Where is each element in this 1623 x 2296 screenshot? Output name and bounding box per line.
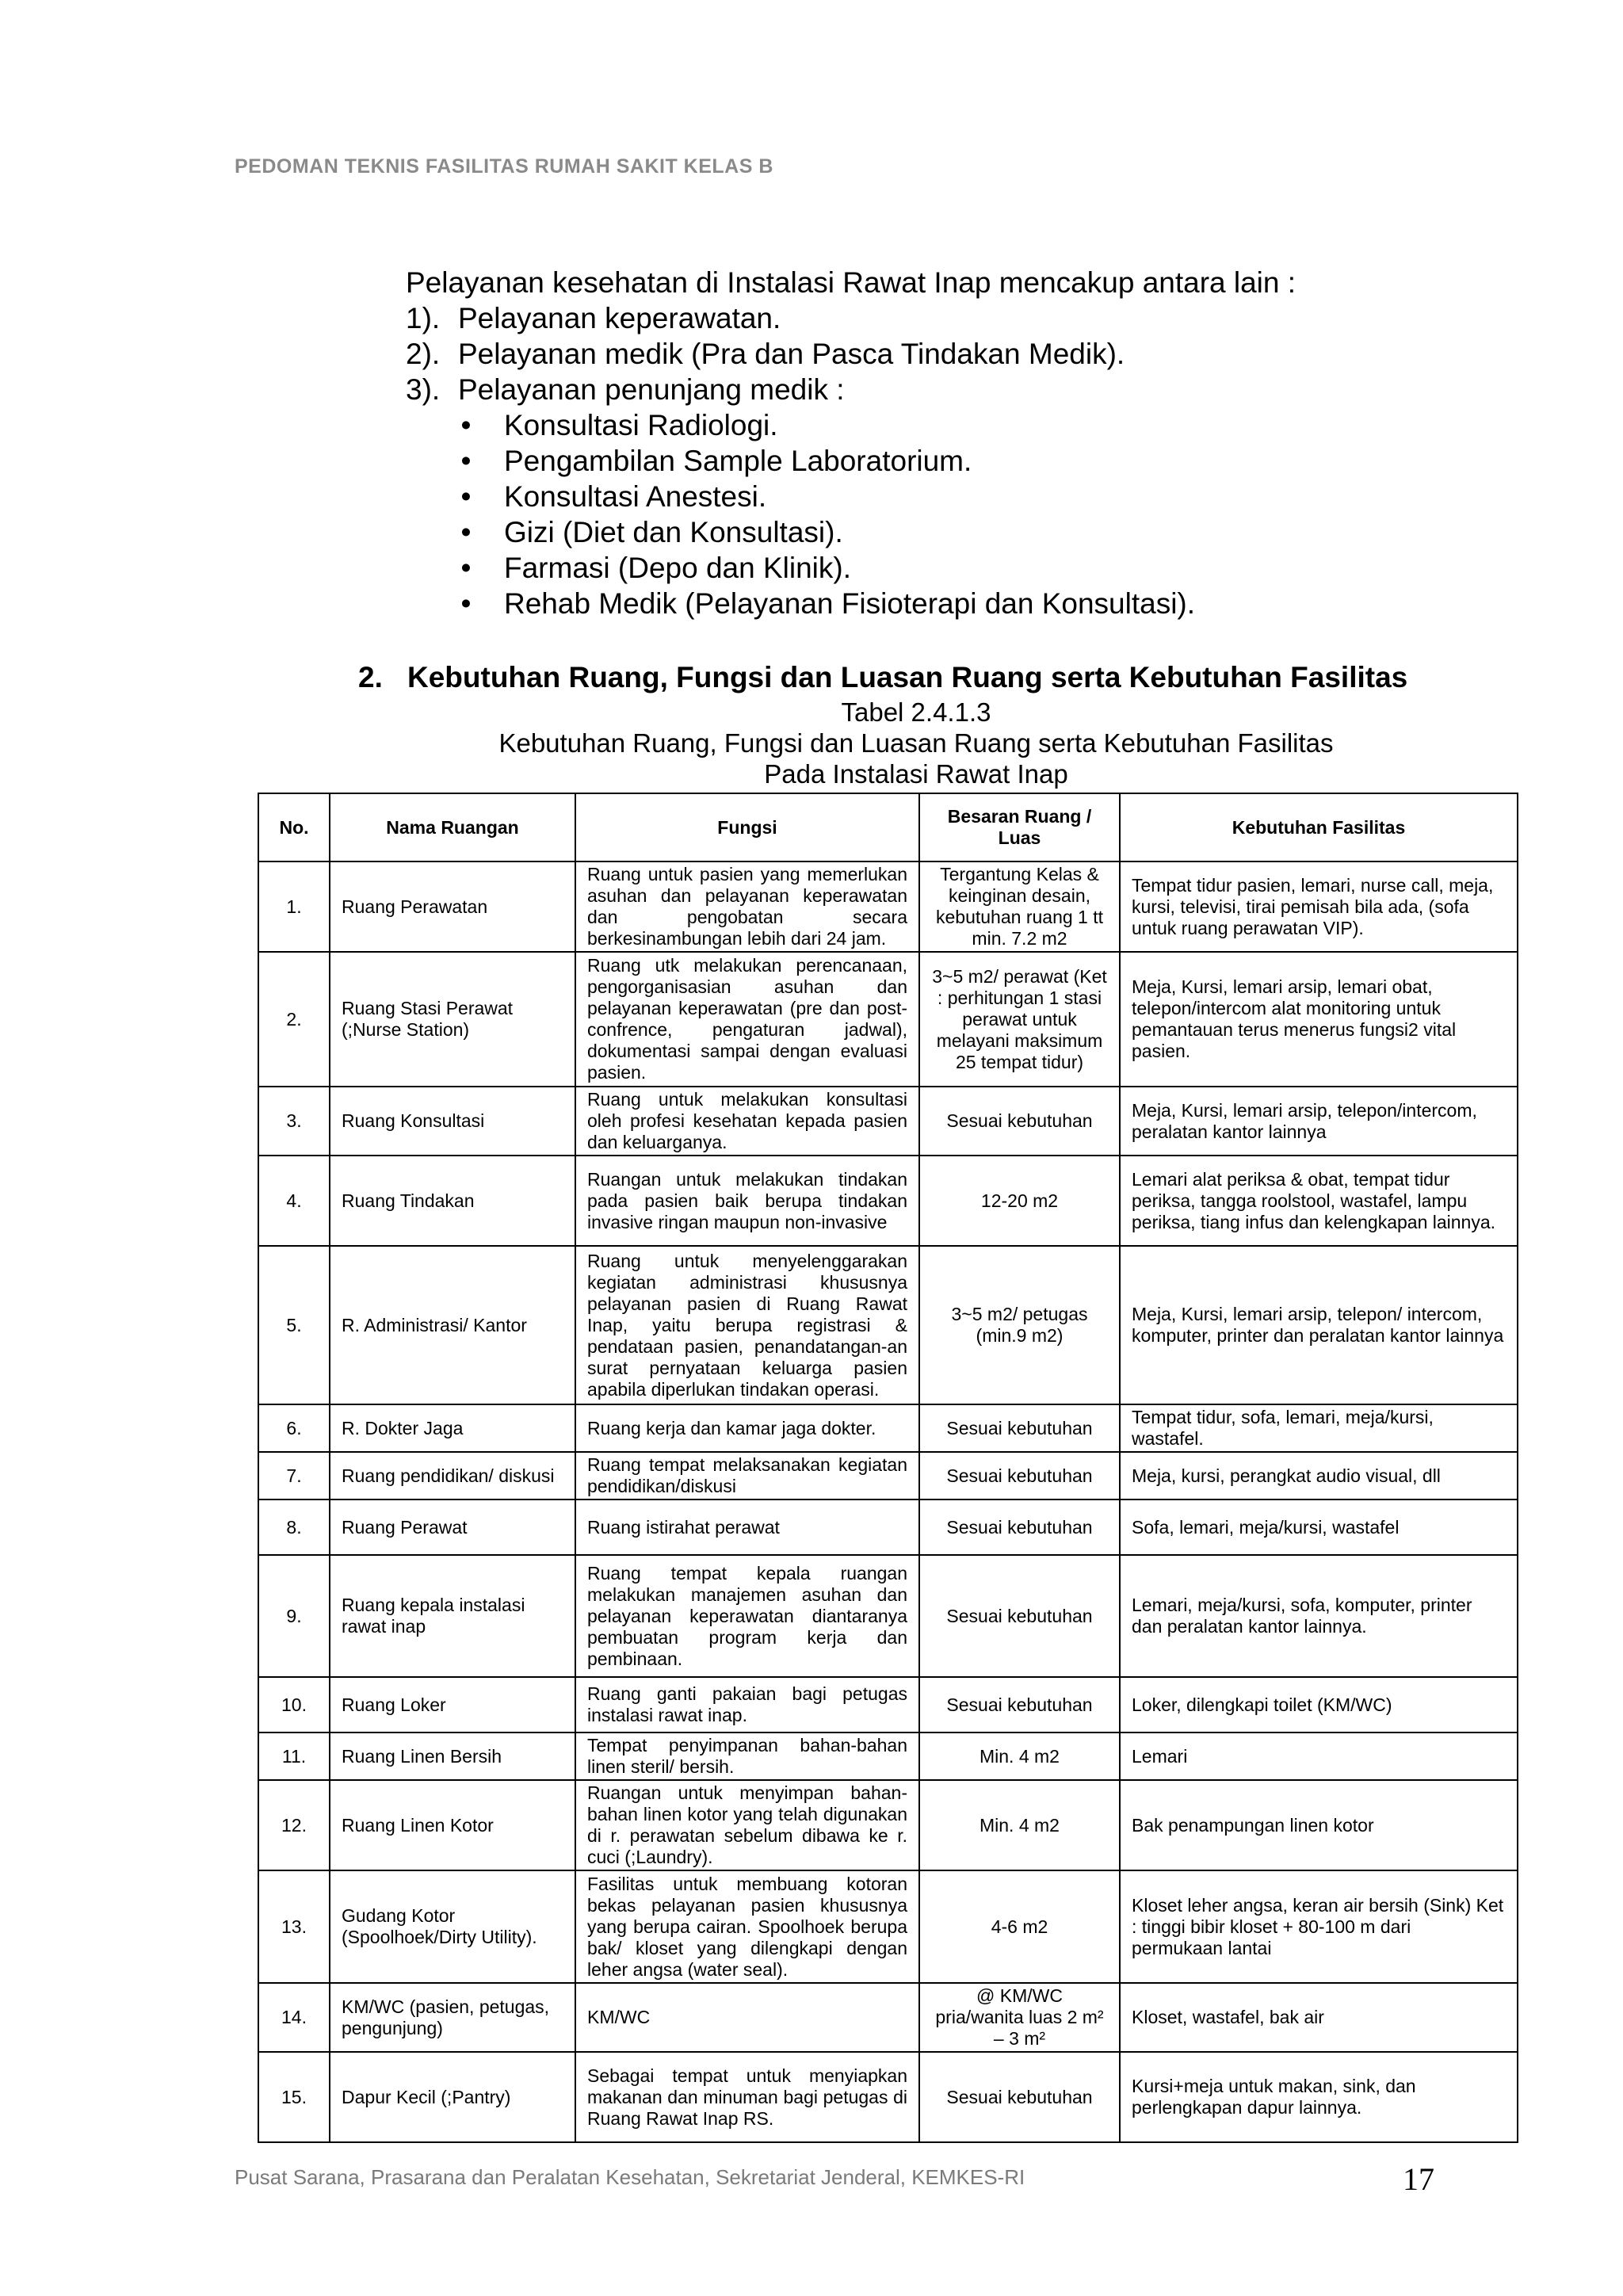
cell-kebutuhan-fasilitas: Tempat tidur pasien, lemari, nurse call, meja, kursi, televisi, tirai pemisah bila ada, (sofa untuk ruang perawatan VIP). (1120, 861, 1518, 952)
table-row (258, 1733, 1518, 1780)
bullet-icon: • (460, 552, 472, 584)
bullet-text: Pengambilan Sample Laboratorium. (504, 445, 972, 477)
table-row (258, 1780, 1518, 1870)
table-row (258, 1452, 1518, 1499)
bullet-icon: • (460, 480, 472, 513)
cell-besaran-ruang: 3~5 m2/ petugas (min.9 m2) (919, 1246, 1120, 1404)
cell-fungsi: Tempat penyimpanan bahan-bahan linen steril/ bersih. (575, 1733, 919, 1780)
item-text: Pelayanan penunjang medik : (458, 373, 845, 406)
cell-no: 8. (258, 1499, 330, 1555)
table-row (258, 1087, 1518, 1156)
cell-no: 6. (258, 1404, 330, 1452)
item-number: 1). (406, 302, 441, 334)
item-text: Pelayanan medik (Pra dan Pasca Tindakan Medik). (458, 338, 1125, 370)
header-fungsi: Fungsi (575, 793, 919, 861)
table-id-caption: Tabel 2.4.1.3 (841, 697, 991, 727)
bullet-text: Konsultasi Radiologi. (504, 409, 778, 441)
table-row (258, 1983, 1518, 2052)
cell-nama-ruangan: Dapur Kecil (;Pantry) (330, 2052, 575, 2142)
cell-kebutuhan-fasilitas: Meja, Kursi, lemari arsip, telepon/ intercom, komputer, printer dan peralatan kantor lainnya (1120, 1246, 1518, 1404)
cell-no: 2. (258, 952, 330, 1087)
cell-no: 5. (258, 1246, 330, 1404)
cell-nama-ruangan: Ruang Konsultasi (330, 1087, 575, 1156)
cell-fungsi: Ruang untuk melakukan konsultasi oleh profesi kesehatan kepada pasien dan keluarganya. (575, 1087, 919, 1156)
cell-no: 1. (258, 861, 330, 952)
bullet-item (406, 586, 1296, 621)
header-kebutuhan-fasilitas: Kebutuhan Fasilitas (1120, 793, 1518, 861)
bullet-text: Farmasi (Depo dan Klinik). (504, 552, 851, 584)
cell-besaran-ruang: Sesuai kebutuhan (919, 1404, 1120, 1452)
cell-nama-ruangan: Ruang Loker (330, 1677, 575, 1733)
cell-nama-ruangan: R. Administrasi/ Kantor (330, 1246, 575, 1404)
cell-fungsi: Ruang untuk pasien yang memerlukan asuhan dan pelayanan keperawatan dan pengobatan secara berkesinambungan lebih dari 24 jam. (575, 861, 919, 952)
cell-fungsi: Ruang untuk menyelenggarakan kegiatan administrasi khususnya pelayanan pasien di Ruang Rawat Inap, yaitu berupa registrasi & pendataan pasien, penandatangan-an surat pernyataan keluarga pasien apabila diperlukan tindakan operasi. (575, 1246, 919, 1404)
section-heading (358, 661, 1407, 694)
cell-fungsi: Ruang kerja dan kamar jaga dokter. (575, 1404, 919, 1452)
cell-kebutuhan-fasilitas: Lemari alat periksa & obat, tempat tidur periksa, tangga roolstool, wastafel, lampu periksa, tiang infus dan kelengkapan lainnya. (1120, 1156, 1518, 1246)
table-caption-line2: Pada Instalasi Rawat Inap (764, 759, 1068, 789)
page-footer: Pusat Sarana, Prasarana dan Peralatan Kesehatan, Sekretariat Jenderal, KEMKES-RI (235, 2165, 1025, 2189)
bullet-icon: • (460, 445, 472, 477)
cell-besaran-ruang: Sesuai kebutuhan (919, 2052, 1120, 2142)
bullet-icon: • (460, 587, 472, 620)
bullet-icon: • (460, 516, 472, 548)
bullet-text: Gizi (Diet dan Konsultasi). (504, 516, 843, 548)
cell-besaran-ruang: Sesuai kebutuhan (919, 1452, 1120, 1499)
cell-no: 14. (258, 1983, 330, 2052)
cell-besaran-ruang: Sesuai kebutuhan (919, 1555, 1120, 1677)
bullet-item (406, 514, 1296, 550)
table-row (258, 2052, 1518, 2142)
cell-nama-ruangan: Ruang Linen Kotor (330, 1780, 575, 1870)
cell-fungsi: Ruangan untuk melakukan tindakan pada pasien baik berupa tindakan invasive ringan maupun non-invasive (575, 1156, 919, 1246)
cell-besaran-ruang: Sesuai kebutuhan (919, 1499, 1120, 1555)
cell-nama-ruangan: Ruang pendidikan/ diskusi (330, 1452, 575, 1499)
intro-block (406, 265, 1296, 621)
header-besaran-ruang: Besaran Ruang / Luas (919, 793, 1120, 861)
cell-kebutuhan-fasilitas: Sofa, lemari, meja/kursi, wastafel (1120, 1499, 1518, 1555)
cell-nama-ruangan: R. Dokter Jaga (330, 1404, 575, 1452)
table-row (258, 1404, 1518, 1452)
item-text: Pelayanan keperawatan. (458, 302, 781, 334)
bullet-item (406, 443, 1296, 479)
table-row (258, 1499, 1518, 1555)
cell-besaran-ruang: @ KM/WC pria/wanita luas 2 m² – 3 m² (919, 1983, 1120, 2052)
cell-fungsi: Sebagai tempat untuk menyiapkan makanan dan minuman bagi petugas di Ruang Rawat Inap RS. (575, 2052, 919, 2142)
bullet-text: Rehab Medik (Pelayanan Fisioterapi dan Konsultasi). (504, 587, 1196, 620)
cell-besaran-ruang: 4-6 m2 (919, 1870, 1120, 1983)
cell-fungsi: Ruang ganti pakaian bagi petugas instalasi rawat inap. (575, 1677, 919, 1733)
cell-kebutuhan-fasilitas: Lemari, meja/kursi, sofa, komputer, printer dan peralatan kantor lainnya. (1120, 1555, 1518, 1677)
table-row (258, 1555, 1518, 1677)
cell-kebutuhan-fasilitas: Tempat tidur, sofa, lemari, meja/kursi, wastafel. (1120, 1404, 1518, 1452)
cell-nama-ruangan: Ruang Perawat (330, 1499, 575, 1555)
cell-kebutuhan-fasilitas: Meja, Kursi, lemari arsip, lemari obat, telepon/intercom alat monitoring untuk pemantauan terus menerus fungsi2 vital pasien. (1120, 952, 1518, 1087)
table-caption-line1: Kebutuhan Ruang, Fungsi dan Luasan Ruang serta Kebutuhan Fasilitas (498, 728, 1334, 758)
cell-no: 13. (258, 1870, 330, 1983)
table-row (258, 1870, 1518, 1983)
cell-kebutuhan-fasilitas: Kursi+meja untuk makan, sink, dan perlengkapan dapur lainnya. (1120, 2052, 1518, 2142)
table-body (258, 861, 1518, 2142)
cell-fungsi: Ruangan untuk menyimpan bahan-bahan linen kotor yang telah digunakan di r. perawatan sebelum dibawa ke r. cuci (;Laundry). (575, 1780, 919, 1870)
bullet-item (406, 550, 1296, 586)
cell-nama-ruangan: Ruang Linen Bersih (330, 1733, 575, 1780)
cell-no: 9. (258, 1555, 330, 1677)
table-row (258, 861, 1518, 952)
numbered-item (406, 336, 1296, 372)
cell-no: 10. (258, 1677, 330, 1733)
bullet-item (406, 407, 1296, 443)
cell-kebutuhan-fasilitas: Loker, dilengkapi toilet (KM/WC) (1120, 1677, 1518, 1733)
table-header-row (258, 793, 1518, 861)
intro-lead: Pelayanan kesehatan di Instalasi Rawat Inap mencakup antara lain : (406, 266, 1296, 299)
cell-no: 11. (258, 1733, 330, 1780)
cell-nama-ruangan: Ruang kepala instalasi rawat inap (330, 1555, 575, 1677)
cell-kebutuhan-fasilitas: Bak penampungan linen kotor (1120, 1780, 1518, 1870)
item-number: 3). (406, 373, 441, 406)
section-title-text: Kebutuhan Ruang, Fungsi dan Luasan Ruang serta Kebutuhan Fasilitas (407, 661, 1408, 693)
cell-kebutuhan-fasilitas: Kloset leher angsa, keran air bersih (Sink) Ket : tinggi bibir kloset + 80-100 m dari permukaan lantai (1120, 1870, 1518, 1983)
cell-fungsi: Ruang utk melakukan perencanaan, pengorganisasian asuhan dan pelayanan keperawatan (pre dan post-confrence, pengaturan jadwal), dokumentasi sampai dengan evaluasi pasien. (575, 952, 919, 1087)
cell-no: 4. (258, 1156, 330, 1246)
cell-besaran-ruang: 3~5 m2/ perawat (Ket : perhitungan 1 stasi perawat untuk melayani maksimum 25 tempat tidur) (919, 952, 1120, 1087)
cell-fungsi: Fasilitas untuk membuang kotoran bekas pelayanan pasien khususnya yang berupa cairan. Spoolhoek berupa bak/ kloset yang dilengkapi dengan leher angsa (water seal). (575, 1870, 919, 1983)
facility-table (258, 793, 1518, 2143)
cell-nama-ruangan: Ruang Stasi Perawat (;Nurse Station) (330, 952, 575, 1087)
bullet-icon: • (460, 409, 472, 441)
header-nama-ruangan: Nama Ruangan (330, 793, 575, 861)
cell-no: 12. (258, 1780, 330, 1870)
numbered-item (406, 300, 1296, 336)
table-row (258, 1246, 1518, 1404)
cell-besaran-ruang: Tergantung Kelas & keinginan desain, kebutuhan ruang 1 tt min. 7.2 m2 (919, 861, 1120, 952)
page-number: 17 (1403, 2161, 1434, 2197)
numbered-item (406, 372, 1296, 407)
cell-nama-ruangan: Gudang Kotor (Spoolhoek/Dirty Utility). (330, 1870, 575, 1983)
cell-fungsi: Ruang istirahat perawat (575, 1499, 919, 1555)
cell-nama-ruangan: Ruang Perawatan (330, 861, 575, 952)
cell-kebutuhan-fasilitas: Kloset, wastafel, bak air (1120, 1983, 1518, 2052)
header-no: No. (258, 793, 330, 861)
cell-kebutuhan-fasilitas: Meja, kursi, perangkat audio visual, dll (1120, 1452, 1518, 1499)
cell-fungsi: Ruang tempat melaksanakan kegiatan pendidikan/diskusi (575, 1452, 919, 1499)
cell-kebutuhan-fasilitas: Meja, Kursi, lemari arsip, telepon/intercom, peralatan kantor lainnya (1120, 1087, 1518, 1156)
cell-fungsi: KM/WC (575, 1983, 919, 2052)
cell-fungsi: Ruang tempat kepala ruangan melakukan manajemen asuhan dan pelayanan keperawatan diantaranya pembuatan program kerja dan pembinaan. (575, 1555, 919, 1677)
cell-kebutuhan-fasilitas: Lemari (1120, 1733, 1518, 1780)
bullet-item (406, 479, 1296, 514)
bullet-text: Konsultasi Anestesi. (504, 480, 767, 513)
table-row (258, 952, 1518, 1087)
cell-nama-ruangan: KM/WC (pasien, petugas, pengunjung) (330, 1983, 575, 2052)
cell-besaran-ruang: Sesuai kebutuhan (919, 1087, 1120, 1156)
cell-besaran-ruang: 12-20 m2 (919, 1156, 1120, 1246)
table-row (258, 1156, 1518, 1246)
cell-no: 15. (258, 2052, 330, 2142)
cell-nama-ruangan: Ruang Tindakan (330, 1156, 575, 1246)
section-number: 2. (358, 661, 383, 693)
cell-no: 3. (258, 1087, 330, 1156)
cell-besaran-ruang: Min. 4 m2 (919, 1733, 1120, 1780)
cell-no: 7. (258, 1452, 330, 1499)
table-row (258, 1677, 1518, 1733)
item-number: 2). (406, 338, 441, 370)
cell-besaran-ruang: Sesuai kebutuhan (919, 1677, 1120, 1733)
bullet-list (406, 407, 1296, 621)
running-header: PEDOMAN TEKNIS FASILITAS RUMAH SAKIT KELAS B (235, 155, 773, 178)
cell-besaran-ruang: Min. 4 m2 (919, 1780, 1120, 1870)
